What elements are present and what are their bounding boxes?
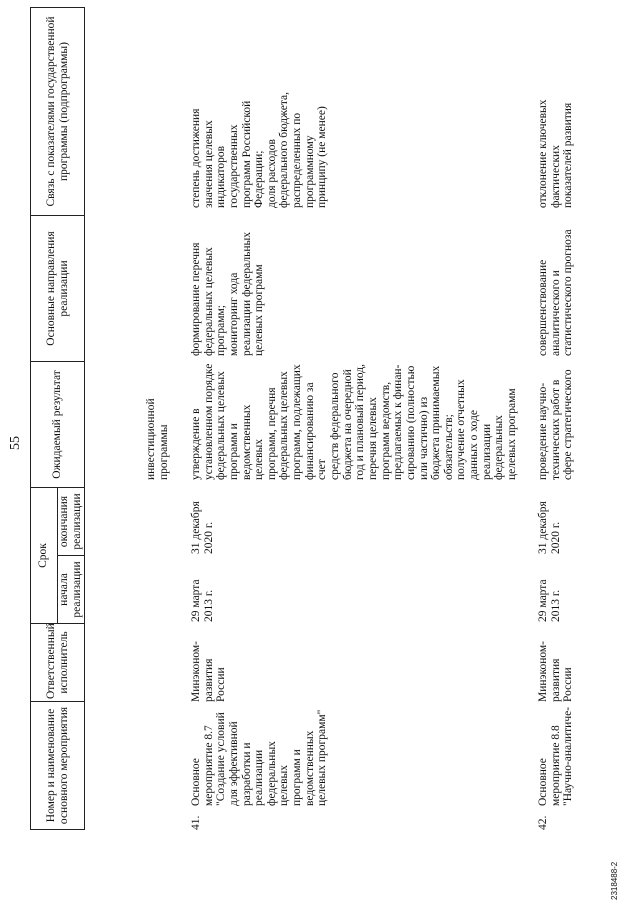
header-link: Связь с показателями государственной программы (подпрограммы) xyxy=(31,7,85,215)
row-41-no: 41. xyxy=(190,815,202,830)
row-42-directions: совершенствование аналитического и статистического прогноза xyxy=(537,229,575,356)
activities-table-header xyxy=(30,7,85,830)
row-42-name: Основное мероприятие 8.8 "Научно-аналитиче- xyxy=(537,706,575,806)
row-41-start: 29 марта 2013 г. xyxy=(190,579,215,622)
row-42-end: 31 декабря 2020 г. xyxy=(537,501,562,554)
row-41-executor: Минэконом- развития России xyxy=(190,640,228,702)
row-41-name: Основное мероприятие 8.7 "Создание условий для эффективной разработки и реализации федеральных целевых программ и ведомственных целевых программ" xyxy=(190,709,329,806)
row-41-link: степень достижения значения целевых индикаторов государственных программ Российской Федерации; доля расходов федерального бюджета, распределенных по программному принципу (не менее) xyxy=(190,91,329,208)
header-directions: Основные направления реализации xyxy=(31,215,85,361)
row-42-executor: Минэконом- развития России xyxy=(537,640,575,702)
row-42-result: проведение научно- технических работ в сфере стратегического xyxy=(537,369,575,480)
row-41-result: утверждение в установленном порядке федеральных целевых программ и ведомственных целевых программ, перечня федеральных целевых программ, подлежащих финансированию за счет средств федерального бюджета на очередной год и плановый период, перечня целевых программ ведомств, предлагаемых к финан- сированию (полностью или частично) из бюджета принимаемых обязательств; получение отчетных данных о ходе реализации федеральных целевых программ xyxy=(190,363,519,480)
carryover-result: инвестиционной программы xyxy=(145,398,170,480)
header-term: Срок xyxy=(31,487,58,623)
header-executor: Ответственный исполнитель xyxy=(31,624,85,702)
header-term-end: окончания реализации xyxy=(58,487,85,555)
page-number: 55 xyxy=(8,436,23,450)
row-41-end: 31 декабря 2020 г. xyxy=(190,501,215,554)
header-result: Ожидаемый результат xyxy=(31,361,85,487)
header-term-start: начала реализации xyxy=(58,556,85,624)
row-42-start: 29 марта 2013 г. xyxy=(537,579,562,622)
row-42-no: 42. xyxy=(537,815,549,830)
document-stamp: 2318488-2 xyxy=(610,861,619,900)
row-42-link: отклонение ключевых фактических показателей развития xyxy=(537,99,575,208)
header-no-name: Номер и наименование основного мероприятия xyxy=(31,702,85,830)
row-41-directions: формирование перечня федеральных целевых программ; мониторинг хода реализации федеральных целевых программ xyxy=(190,231,266,356)
